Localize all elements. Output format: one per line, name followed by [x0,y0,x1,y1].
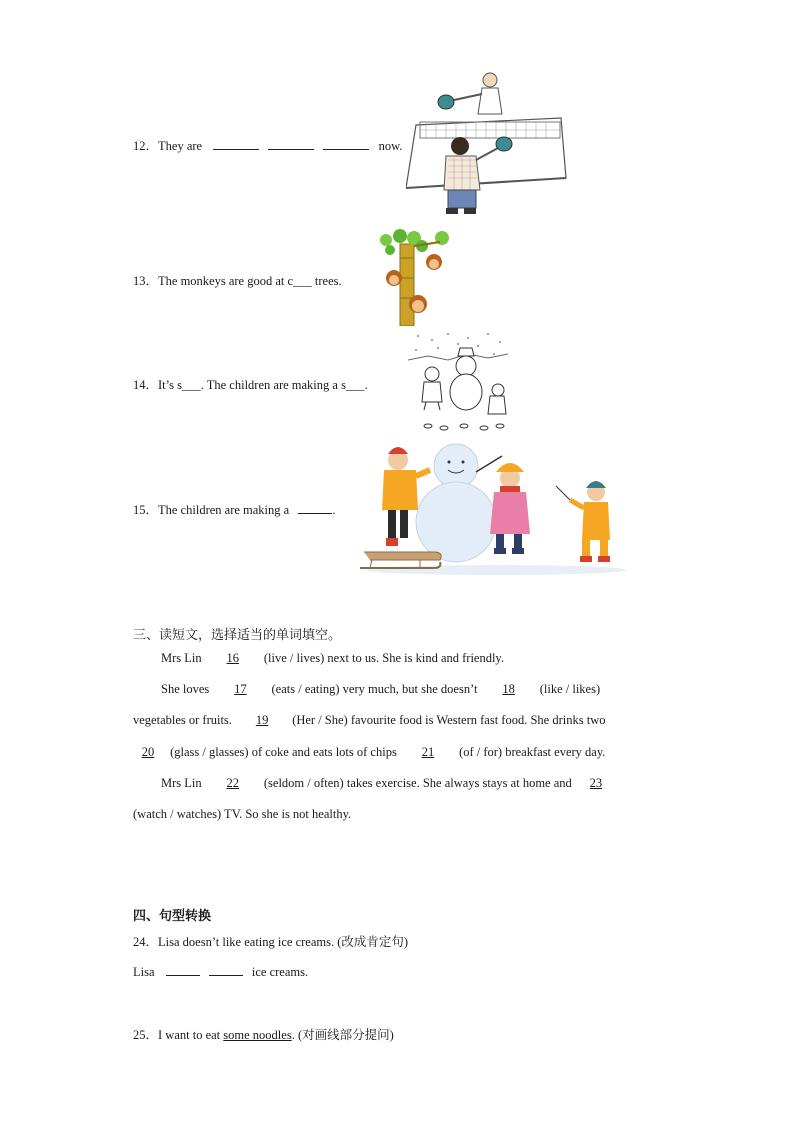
blank-19[interactable]: 19 [255,713,269,727]
passage-text: (seldom / often) takes exercise. She always stays at home and [263,776,572,790]
passage-text: (like / likes) [539,682,601,696]
monkeys-tree-illustration [378,228,458,326]
question-text: They are [158,139,203,153]
answer-suffix: ice creams. [251,965,309,979]
question-number: 15． [133,503,159,517]
passage-text: She loves [161,682,210,696]
answer-blank[interactable] [298,501,332,514]
passage-line-6: (watch / watches) TV. So she is not healthy. [133,807,352,821]
question-text: I want to eat [158,1028,221,1042]
passage-text: Mrs Lin [161,776,202,790]
blank-20[interactable]: 20 [141,745,155,759]
passage-text: (Her / She) favourite food is Western fast food. She drinks two [292,713,606,727]
question-number: 13． [133,274,159,288]
question-number: 24． [133,935,159,949]
answer-blank[interactable] [213,137,259,150]
question-12 [133,136,402,154]
section-3-title: 三、读短文，选择适当的单词填空。 [133,628,342,643]
underlined-phrase: some noodles [223,1028,292,1042]
question-13 [133,271,342,289]
blank-21[interactable]: 21 [421,745,435,759]
blank-23[interactable]: 23 [589,776,603,790]
snowman-sketch-illustration [408,330,508,432]
question-text-end: now. [378,139,403,153]
passage-text: (eats / eating) very much, but she doesn’t [271,682,478,696]
question-25 [133,1025,394,1043]
question-24 [133,932,408,950]
question-number: 25． [133,1028,159,1042]
question-number: 12． [133,139,159,153]
question-text: The children are making a [158,503,290,517]
passage-line-1 [161,651,504,666]
answer-blank[interactable] [323,137,369,150]
ping-pong-illustration [406,70,568,218]
blank-17[interactable]: 17 [234,682,247,696]
blank-22[interactable]: 22 [226,776,239,790]
blank-18[interactable]: 18 [502,682,515,696]
passage-line-4 [133,745,605,760]
question-15 [133,500,335,518]
question-text-end: . [332,503,336,517]
passage-line-3 [133,713,605,728]
question-text: The monkeys are good at c___ trees. [158,274,342,288]
question-number: 14． [133,378,159,392]
passage-text: (glass / glasses) of coke and eats lots of chips [170,745,397,759]
passage-line-2 [161,682,600,697]
answer-blank[interactable] [268,137,314,150]
children-snowman-illustration [360,436,632,576]
question-14 [133,375,368,393]
answer-blank[interactable] [209,963,243,976]
passage-text: Mrs Lin [161,651,202,665]
blank-16[interactable]: 16 [226,651,239,665]
passage-text: vegetables or fruits. [133,713,232,727]
answer-blank[interactable] [166,963,200,976]
passage-line-5 [161,776,613,791]
passage-text: (live / lives) next to us. She is kind and friendly. [263,651,504,665]
question-text: Lisa doesn’t like eating ice creams. (改成肯定句) [158,935,409,949]
question-24-answer-line [133,963,308,980]
question-text-end: . (对画线部分提问) [291,1028,394,1042]
answer-prefix: Lisa [133,965,155,979]
passage-text: (of / for) breakfast every day. [459,745,606,759]
section-4-title: 四、句型转换 [133,909,212,924]
question-text: It’s s___. The children are making a s___. [158,378,368,392]
